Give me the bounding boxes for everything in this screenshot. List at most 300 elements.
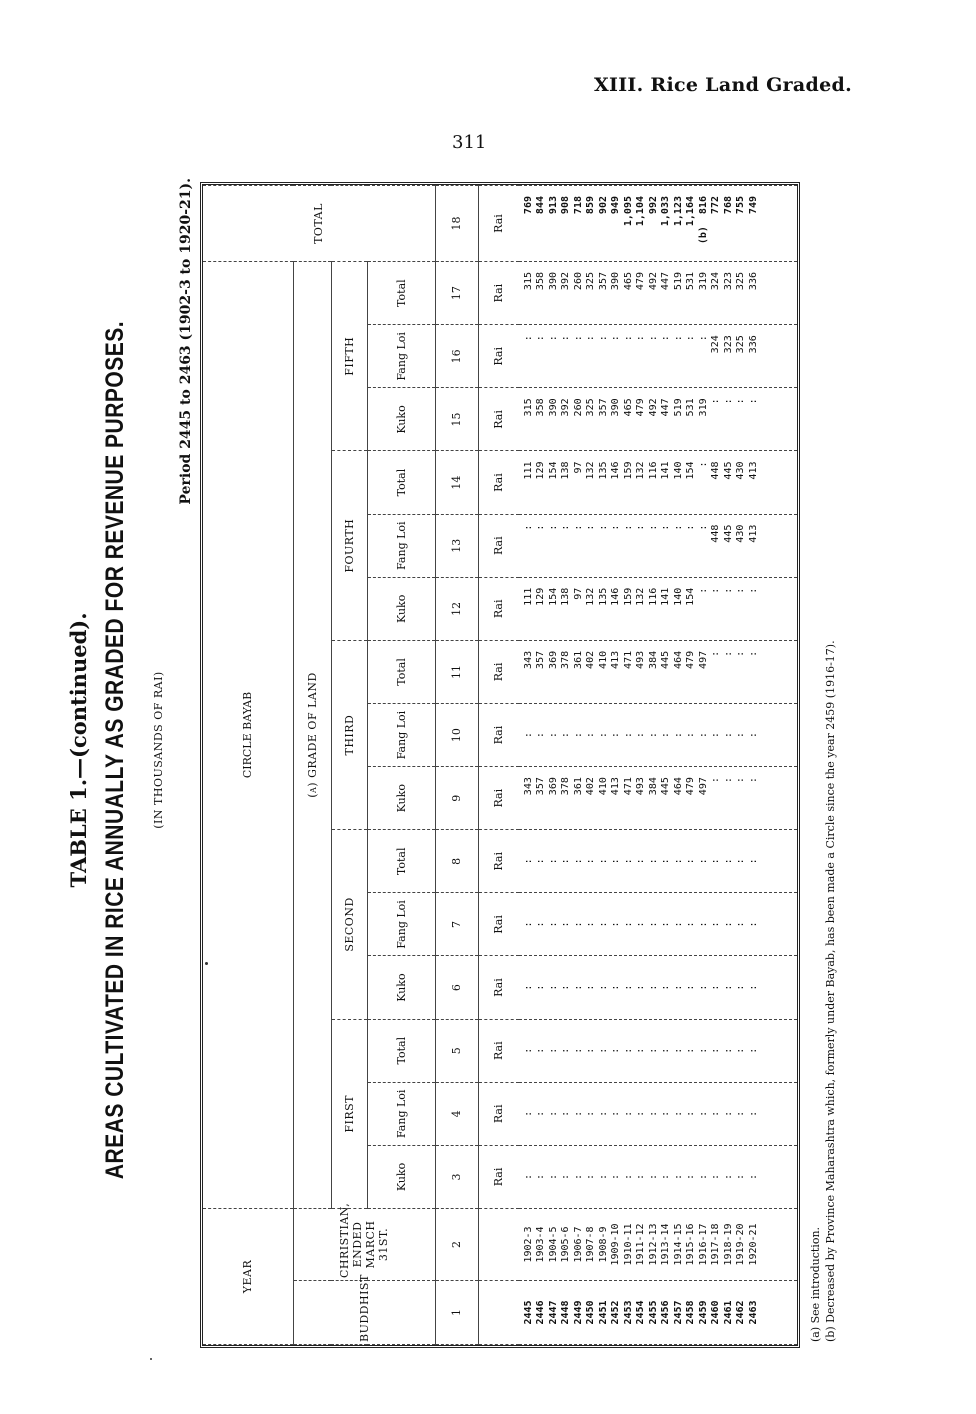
table-cell: :	[660, 1173, 671, 1180]
table-cell: :	[635, 1110, 646, 1117]
table-cell: 430	[735, 461, 746, 480]
table-cell: 445	[660, 777, 671, 796]
table-cell: 378	[560, 650, 571, 669]
table-cell: 323	[722, 272, 734, 291]
table-cell: :	[547, 921, 559, 928]
table-cell: 479	[685, 777, 696, 796]
table-cell: 132	[585, 461, 596, 480]
table-cell: :	[560, 524, 571, 531]
table-cell: 445	[660, 650, 671, 669]
table-cell: :	[610, 921, 621, 928]
col-second-kuko	[519, 956, 798, 1019]
table-cell: :	[722, 858, 734, 865]
table-cell: 129	[535, 461, 546, 480]
table-cell: 992	[647, 196, 659, 215]
table-cell: 390	[547, 272, 559, 291]
table-cell: :	[722, 587, 734, 594]
table-cell: :	[697, 732, 709, 739]
table-cell: :	[647, 858, 659, 865]
unit-label: Rai	[478, 640, 519, 703]
table-cell: 448	[710, 461, 721, 480]
table-cell: :	[585, 1047, 596, 1054]
table-cell: 445	[722, 524, 734, 543]
table-cell: 384	[647, 650, 659, 669]
table-cell: 413	[747, 524, 759, 543]
table-cell: :	[597, 732, 609, 739]
table-cell: 1916-17	[697, 1223, 709, 1266]
table-cell: :	[660, 984, 671, 991]
table-cell: 1913-14	[660, 1223, 671, 1266]
col-buddhist-years	[519, 1281, 798, 1345]
table-cell: :	[722, 984, 734, 991]
table-cell: :	[635, 524, 646, 531]
col-number: 4	[435, 1082, 478, 1145]
table-cell: :	[585, 524, 596, 531]
table-cell: 1917-18	[710, 1223, 721, 1266]
table-cell: 154	[547, 587, 559, 606]
table-cell: :	[685, 1047, 696, 1054]
table-cell: 2455	[647, 1300, 659, 1325]
table-title: TABLE 1.—(continued).	[66, 612, 91, 888]
table-cell: :	[685, 984, 696, 991]
table-cell: :	[560, 1047, 571, 1054]
col-number: 16	[435, 325, 478, 388]
table-cell: 154	[685, 461, 696, 480]
table-cell: 392	[560, 398, 571, 417]
ink-speck	[150, 1358, 152, 1360]
table-cell: :	[597, 921, 609, 928]
table-cell: 324	[710, 272, 721, 291]
header-second: SECOND	[331, 830, 367, 1019]
header-year: YEAR	[203, 1209, 293, 1345]
table-cell: :	[622, 335, 634, 342]
table-cell: :	[647, 524, 659, 531]
table-cell: 325	[585, 398, 596, 417]
table-cell: 260	[572, 272, 584, 291]
table-cell: 465	[622, 398, 634, 417]
col-fifth-fang-loi	[519, 325, 798, 388]
table-cell: :	[672, 1110, 684, 1117]
col-number: 15	[435, 388, 478, 451]
col-fourth-total	[519, 451, 798, 514]
table-cell: :	[597, 984, 609, 991]
col-first-total	[519, 1019, 798, 1082]
table-cell: :	[722, 1047, 734, 1054]
table-cell: 718	[572, 196, 584, 215]
table-cell: :	[685, 732, 696, 739]
table-cell: 410	[597, 777, 609, 796]
table-cell: :	[572, 1173, 584, 1180]
unit-label: Rai	[478, 956, 519, 1019]
table-cell: 132	[635, 587, 646, 606]
header-fang-loi: Fang Loi	[367, 704, 435, 767]
table-cell: :	[572, 524, 584, 531]
table-cell: :	[685, 524, 696, 531]
table-cell: :	[535, 921, 546, 928]
col-third-fang-loi	[519, 704, 798, 767]
header-subtotal: Total	[367, 1019, 435, 1082]
table-cell: :	[610, 335, 621, 342]
table-cell: :	[547, 1110, 559, 1117]
table-cell: 358	[535, 398, 546, 417]
table-cell: 1907-8	[585, 1226, 596, 1263]
col-fifth-kuko	[519, 388, 798, 451]
table-cell: :	[697, 524, 709, 531]
table-cell: 1915-16	[685, 1223, 696, 1266]
header-total: TOTAL	[203, 186, 435, 262]
table-cell: 159	[622, 587, 634, 606]
table-cell: 471	[622, 777, 634, 796]
footnote-b: (b) Decreased by Province Maharashtra which, formerly under Bayab, has been made a Circle since the year 2459 (1916-17).	[824, 640, 837, 1342]
table-cell: 2460	[710, 1300, 721, 1325]
header-subtotal: Total	[367, 830, 435, 893]
table-cell: :	[660, 524, 671, 531]
table-cell: 2453	[622, 1300, 634, 1325]
col-number: 6	[435, 956, 478, 1019]
table-cell: :	[735, 398, 746, 405]
table-cell: :	[735, 1110, 746, 1117]
table-cell: :	[585, 732, 596, 739]
table-cell: :	[585, 858, 596, 865]
table-cell: :	[660, 858, 671, 865]
table-cell: :	[710, 398, 721, 405]
table-cell: :	[647, 1173, 659, 1180]
table-cell: :	[522, 732, 534, 739]
table-cell: :	[672, 732, 684, 739]
table-cell: 116	[647, 461, 659, 480]
table-cell: :	[747, 984, 759, 991]
table-cell: 97	[572, 587, 584, 600]
col-christian-years	[519, 1209, 798, 1281]
table-cell: 908	[560, 196, 571, 215]
col-number: 11	[435, 640, 478, 703]
table-cell: :	[710, 587, 721, 594]
header-subtotal: Total	[367, 262, 435, 325]
table-cell: :	[635, 858, 646, 865]
table-cell: 2461	[722, 1300, 734, 1325]
table-cell: :	[585, 921, 596, 928]
table-cell: :	[660, 732, 671, 739]
table-cell: :	[522, 984, 534, 991]
header-subtotal: Total	[367, 451, 435, 514]
table-cell: 343	[522, 777, 534, 796]
table-cell: 497	[697, 777, 709, 796]
col-first-kuko	[519, 1145, 798, 1208]
table-cell: 336	[747, 335, 759, 354]
unit-label: Rai	[478, 1082, 519, 1145]
table-cell: 519	[672, 272, 684, 291]
table-cell: :	[647, 984, 659, 991]
table-cell: :	[547, 335, 559, 342]
table-cell: 497	[697, 650, 709, 669]
table-cell: 138	[560, 587, 571, 606]
col-third-kuko	[519, 767, 798, 830]
col-number: 17	[435, 262, 478, 325]
table-cell: :	[710, 1047, 721, 1054]
table-cell: 390	[610, 398, 621, 417]
table-cell: 1,164	[685, 196, 696, 227]
unit-label: Rai	[478, 451, 519, 514]
table-cell: 447	[660, 272, 671, 291]
table-cell: :	[660, 921, 671, 928]
header-kuko: Kuko	[367, 767, 435, 830]
table-cell: :	[747, 398, 759, 405]
table-cell: :	[735, 858, 746, 865]
table-cell: :	[647, 1110, 659, 1117]
header-kuko: Kuko	[367, 577, 435, 640]
table-cell: :	[610, 984, 621, 991]
col-number: 10	[435, 704, 478, 767]
header-grade: (a) GRADE OF LAND	[293, 262, 331, 1209]
table-cell: :	[535, 1047, 546, 1054]
table-cell: :	[610, 858, 621, 865]
col-fifth-total	[519, 262, 798, 325]
unit-label: Rai	[478, 767, 519, 830]
table-cell: :	[535, 858, 546, 865]
table-cell: :	[522, 1047, 534, 1054]
col-second-fang-loi	[519, 893, 798, 956]
table-cell: 2463	[747, 1300, 759, 1325]
table-cell: 1,033	[660, 196, 671, 227]
table-cell: 413	[610, 650, 621, 669]
table-cell: :	[635, 1047, 646, 1054]
table-cell: :	[722, 732, 734, 739]
table-cell: :	[635, 921, 646, 928]
table-cell: :	[747, 587, 759, 594]
table-cell: 361	[572, 777, 584, 796]
table-cell: 448	[710, 524, 721, 543]
table-cell: 2452	[610, 1300, 621, 1325]
col-number: 2	[435, 1209, 478, 1281]
table-cell: :	[547, 1173, 559, 1180]
table-cell: :	[572, 984, 584, 991]
table-cell: 913	[547, 196, 559, 215]
table-cell: 1914-15	[672, 1223, 684, 1266]
table-cell: 1905-6	[560, 1226, 571, 1263]
table-subtitle: AREAS CULTIVATED IN RICE ANNUALLY AS GRADED FOR REVENUE PURPOSES.	[101, 320, 130, 1180]
col-fourth-fang-loi	[519, 514, 798, 577]
table-cell: 1920-21	[747, 1223, 759, 1266]
table-cell: :	[647, 732, 659, 739]
table-cell: :	[747, 1110, 759, 1117]
table-cell: :	[672, 921, 684, 928]
unit-label: Rai	[478, 1019, 519, 1082]
table-cell: :	[585, 984, 596, 991]
table-cell: :	[585, 1110, 596, 1117]
table-cell: :	[610, 732, 621, 739]
unit-label: Rai	[478, 893, 519, 956]
table-cell: :	[735, 1173, 746, 1180]
table-cell: 141	[660, 461, 671, 480]
table-cell: :	[622, 921, 634, 928]
table-cell: 2462	[735, 1300, 746, 1325]
table-cell: 260	[572, 398, 584, 417]
table-cell: :	[535, 524, 546, 531]
table-cell: :	[685, 335, 696, 342]
header-fang-loi: Fang Loi	[367, 1082, 435, 1145]
table-cell: :	[572, 1047, 584, 1054]
table-cell: 902	[597, 196, 609, 215]
table-cell: 2448	[560, 1300, 571, 1325]
table-cell: 1906-7	[572, 1226, 584, 1263]
table-cell: 464	[672, 777, 684, 796]
table-cell: :	[672, 335, 684, 342]
table-cell: 138	[560, 461, 571, 480]
table-cell: :	[660, 335, 671, 342]
table-cell: 519	[672, 398, 684, 417]
table-cell: 493	[635, 650, 646, 669]
table-cell: 464	[672, 650, 684, 669]
table-cell: 749	[747, 196, 759, 215]
table-cell: 755	[735, 196, 746, 215]
table-cell: :	[697, 921, 709, 928]
header-circle: CIRCLE BAYAB	[203, 262, 293, 1209]
table-cell: :	[635, 732, 646, 739]
table-cell: 325	[735, 335, 746, 354]
table-cell: 1908-9	[597, 1226, 609, 1263]
col-number: 14	[435, 451, 478, 514]
table-cell: :	[547, 524, 559, 531]
table-cell: :	[522, 524, 534, 531]
table-cell: :	[547, 858, 559, 865]
rotated-table-block	[60, 150, 840, 1350]
table-cell: :	[710, 1173, 721, 1180]
table-cell: 1910-11	[622, 1223, 634, 1266]
table-cell: :	[747, 921, 759, 928]
table-cell: 357	[597, 272, 609, 291]
ink-speck	[205, 962, 208, 965]
table-cell: 135	[597, 461, 609, 480]
table-cell: 402	[585, 777, 596, 796]
table-cell: 531	[685, 398, 696, 417]
col-number: 9	[435, 767, 478, 830]
unit-label: Rai	[478, 577, 519, 640]
header-kuko: Kuko	[367, 1145, 435, 1208]
table-cell: 2459	[697, 1300, 709, 1325]
table-cell: 390	[610, 272, 621, 291]
table-cell: 324	[710, 335, 721, 354]
table-cell: :	[735, 587, 746, 594]
table-cell: :	[697, 587, 709, 594]
table-cell: 402	[585, 650, 596, 669]
table-cell: :	[610, 1173, 621, 1180]
table-cell: 325	[735, 272, 746, 291]
table-cell: :	[710, 1110, 721, 1117]
table-cell: :	[672, 1047, 684, 1054]
table-cell: :	[710, 777, 721, 784]
col-first-fang-loi	[519, 1082, 798, 1145]
table-cell: 378	[560, 777, 571, 796]
table-cell: 772	[710, 196, 721, 215]
table-cell: 2450	[585, 1300, 596, 1325]
table-cell: :	[560, 335, 571, 342]
table-units: (IN THOUSANDS OF RAI)	[152, 671, 165, 829]
table-cell: 2451	[597, 1300, 609, 1325]
table-cell: :	[747, 732, 759, 739]
table-cell: 445	[722, 461, 734, 480]
table-cell: (b) 816	[697, 196, 709, 245]
table-cell: 111	[522, 587, 534, 606]
table-cell: :	[697, 984, 709, 991]
table-cell: :	[697, 1173, 709, 1180]
col-second-total	[519, 830, 798, 893]
table-cell: :	[735, 921, 746, 928]
table-cell: :	[560, 732, 571, 739]
table-cell: :	[722, 650, 734, 657]
table-cell: 492	[647, 398, 659, 417]
table-cell: :	[622, 858, 634, 865]
col-number: 12	[435, 577, 478, 640]
table-cell: :	[697, 1110, 709, 1117]
table-cell: :	[685, 1173, 696, 1180]
table-cell: :	[710, 984, 721, 991]
footnote-a: (a) See introduction.	[809, 1226, 822, 1342]
table-cell: 2447	[547, 1300, 559, 1325]
header-fourth: FOURTH	[331, 451, 367, 640]
table-cell: 413	[610, 777, 621, 796]
table-cell: :	[697, 858, 709, 865]
table-cell: 410	[597, 650, 609, 669]
table-cell: :	[685, 858, 696, 865]
table-cell: :	[560, 984, 571, 991]
table-cell: 357	[597, 398, 609, 417]
table-cell: 1,104	[635, 196, 646, 227]
table-cell: :	[747, 1173, 759, 1180]
table-cell: 154	[547, 461, 559, 480]
table-cell: 111	[522, 461, 534, 480]
table-cell: 357	[535, 650, 546, 669]
table-cell: :	[535, 1173, 546, 1180]
table-cell: :	[722, 1173, 734, 1180]
table-cell: :	[685, 921, 696, 928]
table-cell: :	[747, 777, 759, 784]
table-cell: 859	[585, 196, 596, 215]
col-number: 8	[435, 830, 478, 893]
table-cell: 159	[622, 461, 634, 480]
table-cell: 2457	[672, 1300, 684, 1325]
col-fourth-kuko	[519, 577, 798, 640]
table-cell: :	[522, 858, 534, 865]
table-cell: 140	[672, 461, 684, 480]
header-third: THIRD	[331, 640, 367, 829]
table-cell: :	[722, 398, 734, 405]
table-cell: 343	[522, 650, 534, 669]
table-cell: 116	[647, 587, 659, 606]
table-cell: :	[572, 858, 584, 865]
table-cell: 1903-4	[535, 1226, 546, 1263]
table-cell: :	[522, 1173, 534, 1180]
table-cell: :	[522, 921, 534, 928]
table-cell: :	[560, 1173, 571, 1180]
table-cell: :	[535, 732, 546, 739]
table-cell: :	[572, 1110, 584, 1117]
table-cell: 1918-19	[722, 1223, 734, 1266]
unit-label: Rai	[478, 830, 519, 893]
table-cell: :	[647, 1047, 659, 1054]
table-cell: 369	[547, 777, 559, 796]
unit-label: Rai	[478, 514, 519, 577]
table-cell: 1911-12	[635, 1223, 646, 1266]
table-cell: 97	[572, 461, 584, 474]
table-cell: :	[672, 1173, 684, 1180]
table-cell: :	[735, 1047, 746, 1054]
table-cell: 769	[522, 196, 534, 215]
table-cell: :	[610, 1110, 621, 1117]
unit-label: Rai	[478, 325, 519, 388]
table-cell: :	[535, 1110, 546, 1117]
unit-label: Rai	[478, 262, 519, 325]
table-cell: :	[697, 461, 709, 468]
